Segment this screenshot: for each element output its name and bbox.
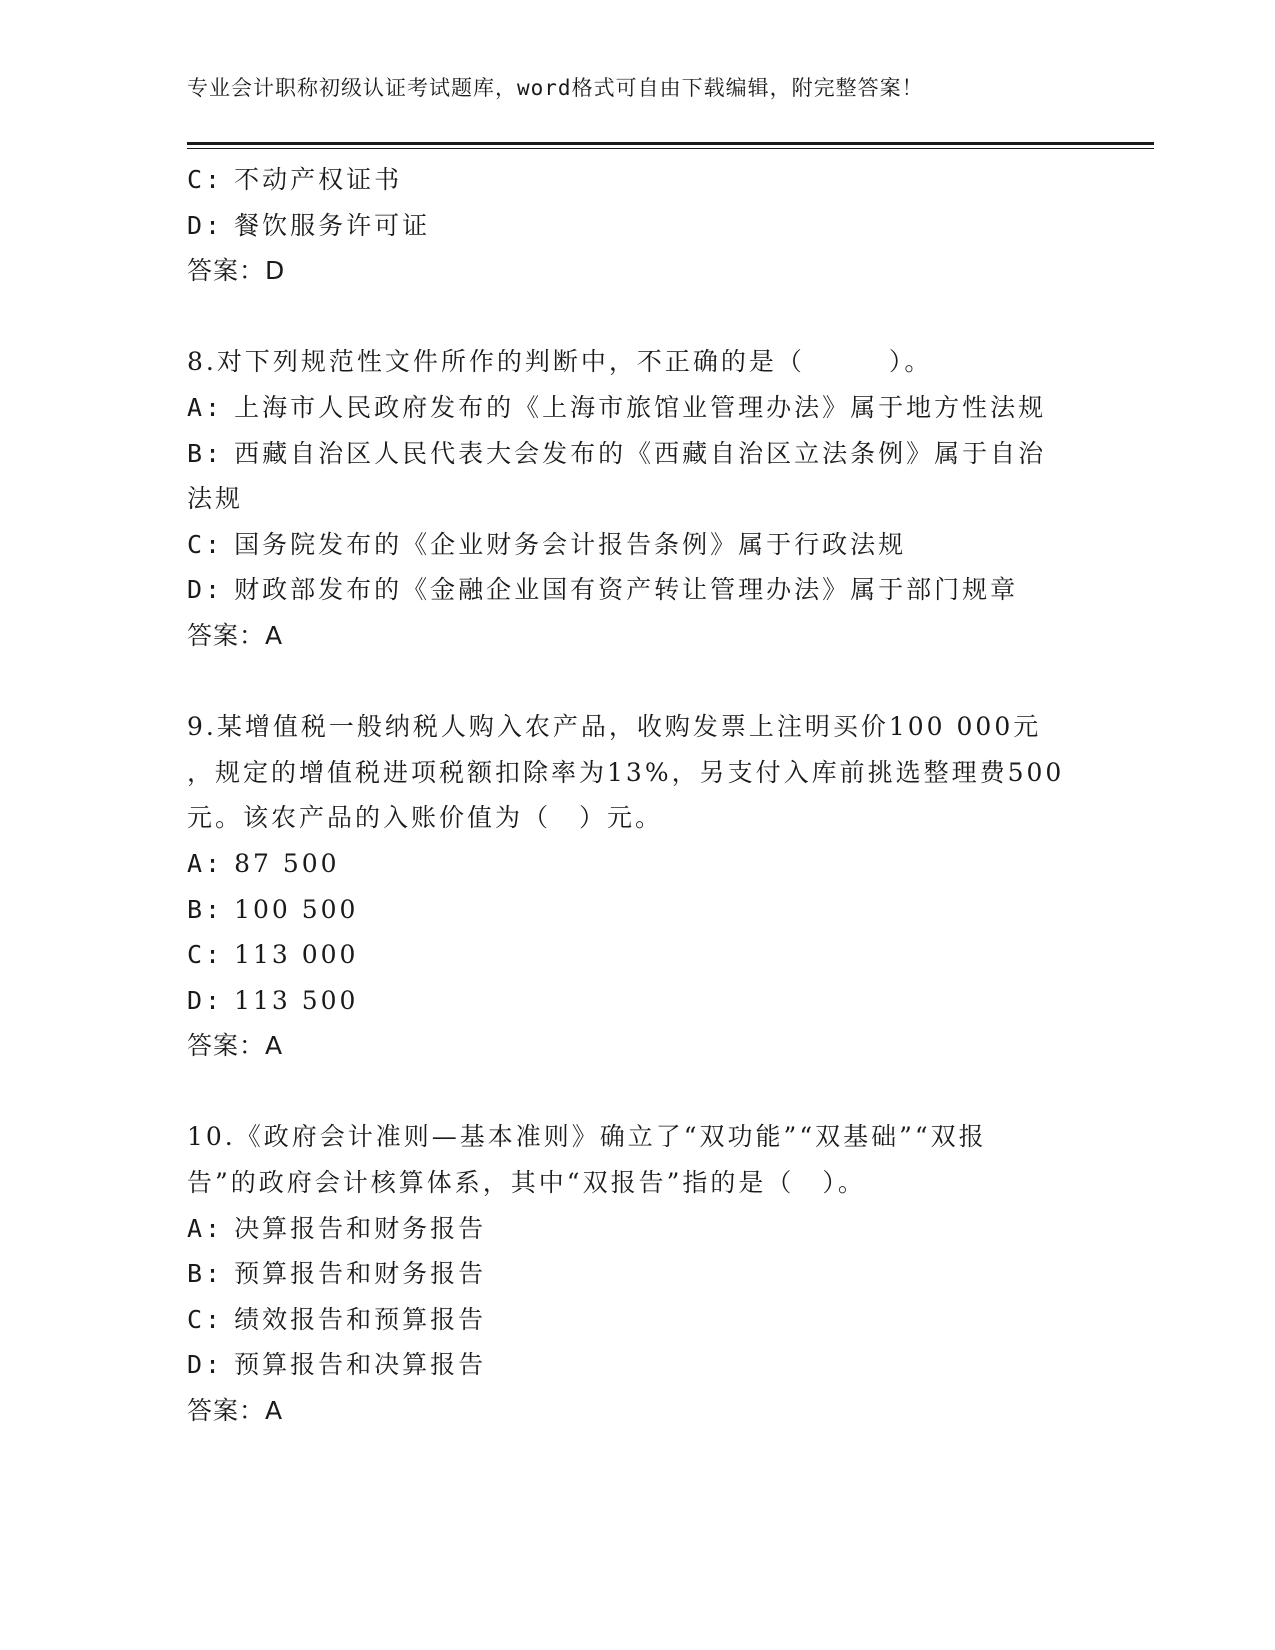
question-content [187, 157, 1087, 1434]
answer-line: 答案：D [187, 256, 286, 286]
option-d: D: 预算报告和决算报告 [187, 1350, 487, 1380]
answer-line: 答案：A [187, 620, 284, 650]
option-b: B: 预算报告和财务报告 [187, 1259, 487, 1289]
option-d: D: 餐饮服务许可证 [187, 210, 431, 240]
option-d: D: 113 500 [187, 985, 359, 1015]
question-stem-line-1: 9.某增值税一般纳税人购入农产品，收购发票上注明买价100 000元 [187, 712, 1042, 742]
option-a: A: 87 500 [187, 848, 340, 878]
option-c: C: 113 000 [187, 940, 359, 970]
option-c: C: 绩效报告和预算报告 [187, 1304, 487, 1334]
question-stem: 8.对下列规范性文件所作的判断中，不正确的是（ ）。 [187, 347, 933, 377]
answer-line: 答案：A [187, 1396, 284, 1426]
option-b: B: 100 500 [187, 894, 359, 924]
header-rule-thin [187, 148, 1154, 149]
question-stem-line-2: 告”的政府会计核算体系，其中“双报告”指的是（ ）。 [187, 1168, 866, 1198]
spacer [187, 294, 1087, 340]
header-rule-thick [187, 142, 1154, 145]
question-8 [187, 339, 1087, 658]
page-header: 专业会计职称初级认证考试题库，word格式可自由下载编辑，附完整答案！ [187, 76, 924, 100]
question-stem-line-2: ，规定的增值税进项税额扣除率为13%，另支付入库前挑选整理费500 [187, 757, 1065, 787]
option-c: C: 国务院发布的《企业财务会计报告条例》属于行政法规 [187, 529, 907, 559]
option-b: B: 西藏自治区人民代表大会发布的《西藏自治区立法条例》属于自治 [187, 438, 1047, 468]
spacer [187, 1069, 1087, 1115]
question-9 [187, 704, 1087, 1069]
previous-question [187, 157, 1087, 294]
option-c: C: 不动产权证书 [187, 165, 403, 194]
question-stem-line-3: 元。该农产品的入账价值为（ ）元。 [187, 803, 664, 833]
spacer [187, 659, 1087, 705]
answer-line: 答案：A [187, 1031, 284, 1061]
option-a: A: 上海市人民政府发布的《上海市旅馆业管理办法》属于地方性法规 [187, 392, 1047, 422]
question-stem-line-1: 10.《政府会计准则—基本准则》确立了“双功能”“双基础”“双报 [187, 1122, 987, 1152]
option-b-continued: 法规 [187, 484, 244, 514]
option-d: D: 财政部发布的《金融企业国有资产转让管理办法》属于部门规章 [187, 575, 1019, 605]
question-10 [187, 1114, 1087, 1433]
option-a: A: 决算报告和财务报告 [187, 1213, 487, 1243]
